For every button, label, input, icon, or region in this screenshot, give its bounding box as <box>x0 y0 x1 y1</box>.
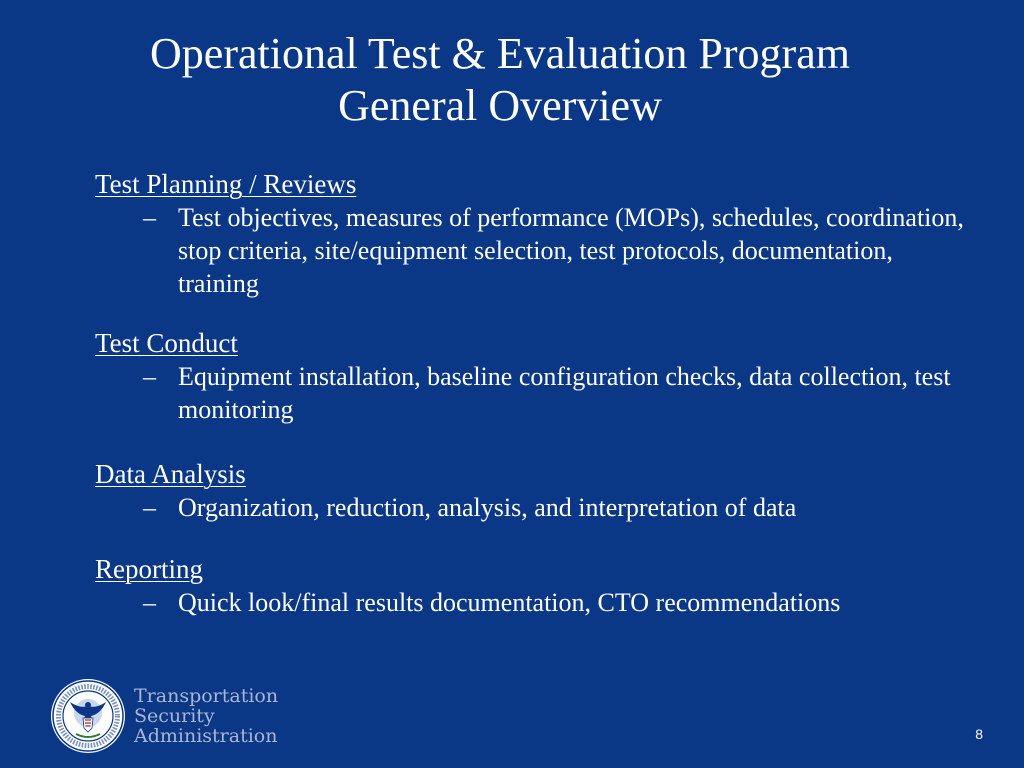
section-data-analysis <box>95 458 975 524</box>
page-number: 8 <box>975 726 983 742</box>
bullet-text: Organization, reduction, analysis, and interpretation of data <box>178 493 797 522</box>
agency-name-line-2: Security <box>134 705 215 727</box>
bullet-item <box>95 491 975 524</box>
section-test-planning <box>95 168 975 300</box>
bullet-item <box>95 586 975 619</box>
agency-name-line-1: Transportation <box>134 685 279 707</box>
slide-title-line-1: Operational Test & Evaluation Program <box>150 29 850 78</box>
section-heading: Reporting <box>95 554 203 584</box>
bullet-text: Equipment installation, baseline configuration checks, data collection, test monitoring <box>178 362 951 424</box>
slide-body <box>95 168 975 646</box>
agency-name <box>134 686 278 746</box>
bullet-text: Test objectives, measures of performance (MOPs), schedules, coordination, stop criteria, site/equipment selection, test protocols, documentation, training <box>178 203 964 298</box>
slide-title <box>0 28 1000 132</box>
bullet-dash: – <box>143 203 156 232</box>
section-test-conduct <box>95 327 975 426</box>
slide-title-line-2: General Overview <box>338 81 662 130</box>
bullet-dash: – <box>143 588 156 617</box>
section-heading: Data Analysis <box>95 459 246 489</box>
bullet-item <box>95 360 975 426</box>
bullet-item <box>95 201 975 300</box>
agency-name-line-3: Administration <box>134 725 278 747</box>
bullet-text: Quick look/final results documentation, CTO recommendations <box>178 588 841 617</box>
tsa-logo <box>50 678 278 754</box>
bullet-dash: – <box>143 493 156 522</box>
section-heading: Test Planning / Reviews <box>95 169 357 199</box>
bullet-dash: – <box>143 362 156 391</box>
dhs-seal-icon <box>50 678 126 754</box>
section-heading: Test Conduct <box>95 328 238 358</box>
section-reporting <box>95 553 975 619</box>
